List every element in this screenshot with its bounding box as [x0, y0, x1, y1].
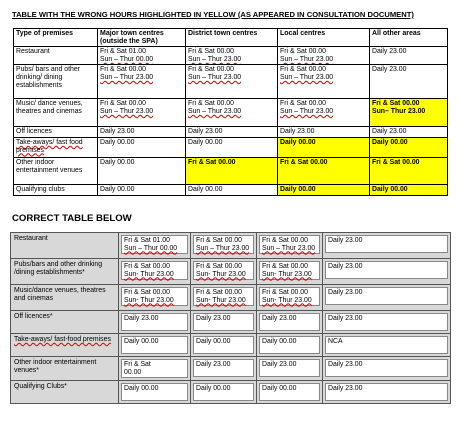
wrong-hours-table [13, 28, 448, 196]
hours-box [259, 261, 320, 280]
hours-cell [370, 47, 448, 65]
hours-cell [98, 47, 186, 65]
table-row [14, 157, 448, 184]
hours-cell [323, 381, 451, 404]
table-header-row [14, 29, 448, 47]
highlighted-hours-cell: Daily 00.00 [370, 137, 448, 157]
premises-label: Music/dance venues, theatres and cinemas [11, 285, 119, 311]
hours-line: Daily 23.00 [328, 289, 363, 296]
hours-line: Fri & Sat 01.00 [124, 237, 170, 244]
table-row [14, 65, 448, 99]
hours-line: Fri & Sat 00.00 [100, 100, 146, 108]
hours-cell [191, 311, 257, 334]
hours-line: Daily 23.00 [372, 48, 407, 56]
hours-cell [323, 285, 451, 311]
hours-line: Fri & Sat 00.00 [262, 289, 308, 296]
premises-label: Music/ dance venues, theatres and cinemas [14, 99, 98, 127]
hours-box [121, 359, 188, 378]
hours-box: Daily 23.00 [259, 359, 320, 377]
hours-box [193, 261, 254, 280]
hours-line: Fri & Sat 00.00 [280, 66, 326, 74]
hours-line: Sun – Thur 23.00 [100, 73, 154, 81]
hours-cell [323, 259, 451, 285]
hours-cell [191, 233, 257, 259]
hours-cell: Daily 00.00 [186, 184, 278, 195]
table-row [11, 233, 451, 259]
hours-box: Daily 23.00 [193, 313, 254, 331]
table-row [11, 334, 451, 357]
hours-cell [191, 334, 257, 357]
hours-box: Daily 00.00 [193, 336, 254, 354]
premises-label: Off licences [14, 127, 98, 138]
table-row [14, 127, 448, 138]
hours-box: Daily 00.00 [259, 383, 320, 401]
table-row [14, 184, 448, 195]
hours-line: Fri & Sat 00.00 [188, 66, 234, 74]
hours-cell [257, 311, 323, 334]
hours-line: Sun- Thur 23.00 [124, 270, 174, 278]
premises-label: Off licences* [11, 311, 119, 334]
highlighted-hours-cell: Fri & Sat 00.00 [186, 157, 278, 184]
hours-cell [119, 259, 191, 285]
hours-box [325, 235, 448, 253]
hours-cell: Daily 00.00 [98, 184, 186, 195]
hours-cell [98, 99, 186, 127]
hours-cell: Daily 00.00 [186, 137, 278, 157]
hours-cell: Daily 00.00 [98, 157, 186, 184]
hours-cell [278, 47, 370, 65]
hours-cell [119, 285, 191, 311]
hours-box: Daily 00.00 [121, 383, 188, 401]
hours-line: Sun- Thur 23.00 [196, 296, 246, 304]
header-cell: District town centres [186, 29, 278, 47]
premises-label: Restaurant [11, 233, 119, 259]
hours-box [121, 235, 188, 254]
highlighted-hours-cell: Fri & Sat 00.00 [370, 157, 448, 184]
hours-cell: Daily 23.00 [186, 127, 278, 138]
hours-box: Daily 23.00 [325, 383, 448, 401]
hours-cell [257, 259, 323, 285]
hours-cell [186, 47, 278, 65]
hours-cell: Daily 23.00 [98, 127, 186, 138]
header-cell: Local centres [278, 29, 370, 47]
hours-cell [186, 99, 278, 127]
hours-box [259, 235, 320, 254]
hours-cell [257, 233, 323, 259]
hours-line: Fri & Sat 00.00 [280, 48, 326, 56]
hours-line: Sun– Thur 23.00 [372, 107, 426, 115]
hours-cell [191, 285, 257, 311]
hours-line: Fri & Sat 00.00 [262, 237, 308, 244]
hours-line: Fri & Sat 00.00 [196, 263, 242, 270]
hours-box: Daily 00.00 [193, 383, 254, 401]
hours-line: Daily 23.00 [328, 237, 363, 244]
premises-label [14, 137, 98, 157]
hours-line: Sun- Thur 23.00 [262, 270, 312, 278]
premises-label: Other indoor entertainment venues* [11, 357, 119, 381]
hours-line: Daily 23.00 [328, 263, 363, 270]
hours-line: Fri & Sat 01.00 [100, 48, 146, 56]
hours-line: Fri & Sat 00.00 [188, 48, 234, 56]
hours-box: Daily 23.00 [325, 359, 448, 377]
hours-box [325, 287, 448, 305]
hours-box [193, 235, 254, 254]
hours-line: Sun – Thur 23.00 [188, 73, 242, 81]
hours-cell [191, 357, 257, 381]
correct-hours-table [10, 232, 451, 404]
hours-box [325, 261, 448, 279]
table-row [14, 99, 448, 127]
hours-cell [323, 334, 451, 357]
hours-line: 00.00 [124, 368, 142, 376]
label-text: Take-aways/ fast food premises [16, 138, 83, 154]
hours-line: Sun – Thur 23.00 [100, 107, 154, 115]
hours-line: Fri & Sat 00.00 [280, 100, 326, 108]
hours-cell [119, 334, 191, 357]
hours-line: Fri & Sat 00.00 [188, 100, 234, 108]
table-row [11, 311, 451, 334]
hours-cell [323, 311, 451, 334]
hours-cell [323, 233, 451, 259]
hours-line: Sun – Thur 23.00 [196, 244, 250, 252]
premises-label: Qualifying clubs [14, 184, 98, 195]
hours-line: Sun – Thur 00.00 [124, 244, 178, 252]
hours-line: Sun – Thur 00.00 [100, 55, 154, 63]
hours-line: Sun- Thur 23.00 [262, 296, 312, 304]
hours-cell [119, 233, 191, 259]
header-cell: All other areas [370, 29, 448, 47]
hours-box: Daily 00.00 [121, 336, 188, 354]
hours-cell [186, 65, 278, 99]
premises-label: Pubs/ bars and other drinking/ dining establishments [14, 65, 98, 99]
highlighted-hours-cell [370, 99, 448, 127]
hours-line: Sun – Thur 23.00 [280, 107, 334, 115]
hours-cell [257, 285, 323, 311]
hours-cell: Daily 23.00 [370, 127, 448, 138]
hours-cell: Daily 00.00 [98, 137, 186, 157]
hours-box [259, 287, 320, 306]
hours-line: Fri & Sat [124, 361, 151, 368]
premises-label: Other indoor entertainment venues [14, 157, 98, 184]
hours-line: Sun – Thur 23.00 [280, 73, 334, 81]
label-text: Take-aways/ fast-food premises [14, 336, 111, 343]
hours-cell [257, 381, 323, 404]
hours-line: Fri & Sat 00.00 [100, 66, 146, 74]
header-cell: Major town centres (outside the SPA) [98, 29, 186, 47]
wrong-table-title: TABLE WITH THE WRONG HOURS HIGHLIGHTED IN YELLOW (AS APPEARED IN CONSULTATION DOCUMENT) [12, 10, 414, 19]
hours-cell [278, 99, 370, 127]
hours-box: Daily 00.00 [259, 336, 320, 354]
hours-line: Fri & Sat 00.00 [124, 289, 170, 296]
highlighted-hours-cell: Fri & Sat 00.00 [278, 157, 370, 184]
correct-table-title: CORRECT TABLE BELOW [12, 213, 132, 224]
table-row [14, 137, 448, 157]
table-row [11, 285, 451, 311]
premises-label [11, 334, 119, 357]
hours-cell [278, 65, 370, 99]
table-row [11, 259, 451, 285]
hours-box [121, 261, 188, 280]
hours-cell [119, 357, 191, 381]
hours-box: Daily 23.00 [121, 313, 188, 331]
hours-line: Fri & Sat 00.00 [196, 289, 242, 296]
hours-box: NCA [325, 336, 448, 354]
hours-line: Sun – Thur 23.00 [188, 107, 242, 115]
hours-line: Sun – Thur 23.00 [262, 244, 316, 252]
hours-cell [191, 259, 257, 285]
highlighted-hours-cell: Daily 00.00 [278, 137, 370, 157]
hours-cell [119, 381, 191, 404]
hours-cell: Daily 23.00 [278, 127, 370, 138]
table-row [11, 357, 451, 381]
hours-box: Daily 23.00 [325, 313, 448, 331]
hours-box [121, 287, 188, 306]
hours-box: Daily 23.00 [193, 359, 254, 377]
hours-box [193, 287, 254, 306]
highlighted-hours-cell: Daily 00.00 [278, 184, 370, 195]
hours-box: Daily 23.00 [259, 313, 320, 331]
hours-cell [257, 357, 323, 381]
hours-line: Fri & Sat 00.00 [262, 263, 308, 270]
premises-label: Restaurant [14, 47, 98, 65]
hours-cell [98, 65, 186, 99]
hours-line: Sun – Thur 23.00 [280, 55, 334, 63]
premises-label: Pubs/bars and other drinking /dining establishments* [11, 259, 119, 285]
hours-cell [191, 381, 257, 404]
header-cell: Type of premises [14, 29, 98, 47]
hours-line: Sun- Thur 23.00 [196, 270, 246, 278]
hours-line: Fri & Sat 00.00 [372, 100, 420, 108]
table-row [11, 381, 451, 404]
hours-line: Fri & Sat 00.00 [124, 263, 170, 270]
hours-line: Sun- Thur 23.00 [124, 296, 174, 304]
hours-line: Sun – Thur 23.00 [188, 55, 242, 63]
table-row [14, 47, 448, 65]
hours-line: Fri & Sat 00.00 [196, 237, 242, 244]
hours-cell [370, 65, 448, 99]
hours-line: Daily 23.00 [372, 66, 407, 74]
hours-cell [323, 357, 451, 381]
highlighted-hours-cell: Daily 00.00 [370, 184, 448, 195]
premises-label: Qualifying Clubs* [11, 381, 119, 404]
hours-cell [257, 334, 323, 357]
hours-cell [119, 311, 191, 334]
